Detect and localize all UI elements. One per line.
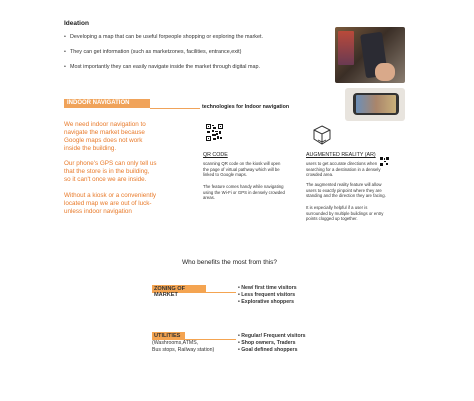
qr-code-icon <box>206 124 223 141</box>
indoor-navigation-tag: INDOOR NAVIGATION <box>64 99 150 108</box>
utilities-examples: (Washrooms,ATMS, Bus stops, Railway station) <box>152 340 215 353</box>
technologies-title: technologies for Indoor navigation <box>202 104 290 110</box>
qr-description-2: The feature comes handy while navigating using the Wi-Fi or GPS in densely crowded areas. <box>203 184 285 201</box>
list-item: • Shop owners, Traders <box>238 340 296 346</box>
ar-description-2: The augmented reality feature will allow users to exactly pinpoint where they are standing and the direction they are facing. <box>306 182 386 199</box>
zoning-beneficiaries <box>238 285 297 306</box>
ar-description-1: users to get accurate directions when searching for a destination in a densely crowded area. <box>306 161 381 178</box>
indoor-paragraph-2: Our phone's GPS can only tell us that the store is in the building, so it can't once we are inside. <box>64 160 157 183</box>
list-item: • New/ first time visitors <box>238 285 297 291</box>
qr-code-label: QR CODE <box>203 152 228 158</box>
utilities-tag: UTILITIES <box>152 332 185 340</box>
tag-underline <box>206 292 236 293</box>
indoor-paragraph-1: We need indoor navigation to navigate the market because Google maps does not work inside the building. <box>64 121 146 152</box>
qr-description-1: scanning QR code on the kiosk will open the page of virtual pathway which will be linked to Google maps. <box>203 161 281 178</box>
list-item: • Regular/ Frequent visitors <box>238 333 306 339</box>
ar-description-3: It is especially helpful if a user is surrounded by multiple buildings or entry points clogged up together. <box>306 205 384 222</box>
augmented-reality-icon <box>311 124 333 146</box>
ideation-title: Ideation <box>64 20 89 27</box>
ideation-bullet: • Developing a map that can be useful forpeople shopping or exploring the market. <box>64 34 263 40</box>
list-item: • Goal defined shoppers <box>238 347 298 353</box>
ar-phone-photo <box>345 88 405 121</box>
tag-underline <box>150 108 200 109</box>
ideation-bullet: • Most importantly they can easily navigate inside the market through digital map. <box>64 64 263 70</box>
list-item: • Explorative shoppers <box>238 299 295 305</box>
phone-map-photo <box>335 27 405 83</box>
ar-label: AUGMENTED REALITY (AR) <box>306 152 376 158</box>
ideation-bullet: • They can get information (such as marketzones, facilities, entrance,exit) <box>64 49 263 55</box>
who-benefits-heading: Who benefits the most from this? <box>182 259 278 266</box>
utilities-beneficiaries <box>238 333 306 354</box>
zoning-of-market-tag: ZONING OF MARKET <box>152 285 206 293</box>
indoor-paragraph-3: Without a kiosk or a conveniently located map we are out of luck- unless indoor navigation <box>64 192 157 215</box>
list-item: • Less frequent visitors <box>238 292 296 298</box>
ideation-bullets <box>64 34 263 79</box>
